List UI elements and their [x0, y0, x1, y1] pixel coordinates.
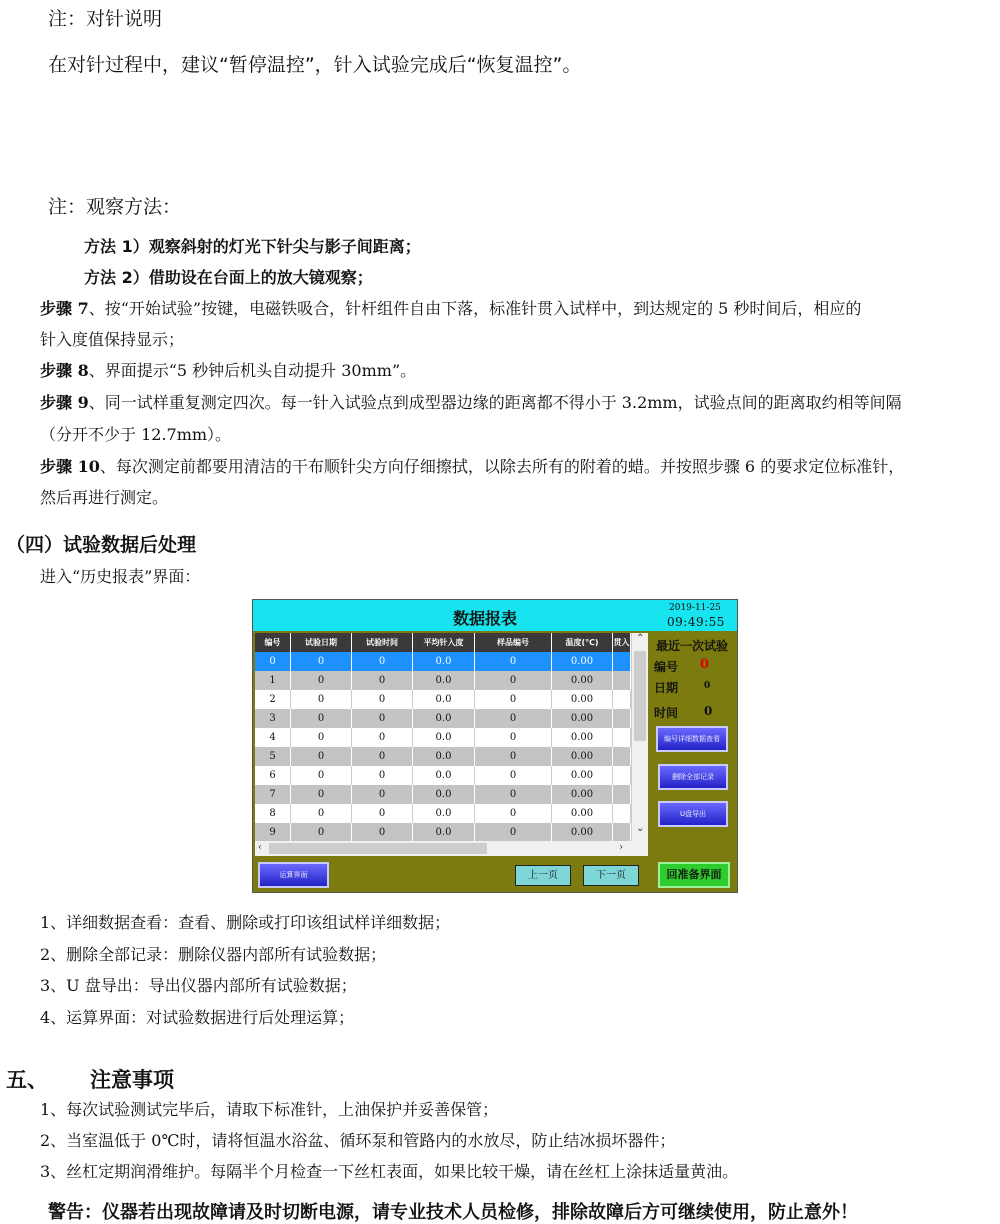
table-cell: 0.00: [552, 766, 613, 785]
table-cell: 0: [291, 652, 352, 671]
table-cell: 0: [475, 709, 552, 728]
table-cell: 0.0: [413, 709, 475, 728]
table-cell: 0.00: [552, 671, 613, 690]
step-text: 、界面提示“5 秒钟后机头自动提升 30mm”。: [88, 361, 417, 380]
warning-text: 警告：仪器若出现故障请及时切断电源，请专业技术人员检修，排除故障后方可继续使用，防止意外！: [48, 1202, 858, 1223]
next-page-button[interactable]: 下一页: [583, 865, 639, 886]
latest-date-value: 0: [704, 681, 711, 691]
column-header: 平均针入度: [413, 633, 475, 652]
column-header: 试验日期: [291, 633, 352, 652]
prev-page-button[interactable]: 上一页: [515, 865, 571, 886]
table-cell: 0: [291, 747, 352, 766]
table-cell: 0: [291, 823, 352, 841]
method-2: 方法 2）借助设在台面上的放大镜观察；: [84, 268, 373, 287]
table-cell: [613, 823, 631, 841]
scroll-down-icon[interactable]: ⌄: [636, 823, 645, 834]
table-cell: 0: [352, 804, 413, 823]
column-header: 温度(℃): [552, 633, 613, 652]
horizontal-scrollbar[interactable]: [255, 841, 648, 856]
table-cell: 0: [475, 728, 552, 747]
table-cell: 0: [475, 766, 552, 785]
column-header: 试验时间: [352, 633, 413, 652]
table-cell: [613, 766, 631, 785]
list-item: 4、运算界面：对试验数据进行后处理运算；: [40, 1007, 355, 1027]
list-item: 2、当室温低于 0℃时，请将恒温水浴盆、循环泵和管路内的水放尽，防止结冰损坏器件；: [40, 1131, 676, 1150]
table-cell: [613, 785, 631, 804]
step-label: 步骤 10: [40, 457, 100, 476]
table-cell: 8: [255, 804, 291, 823]
column-header: 编号: [255, 633, 291, 652]
column-header: 样品编号: [475, 633, 552, 652]
column-header: 贯入: [613, 633, 631, 652]
table-row[interactable]: [255, 747, 631, 766]
table-cell: 0: [352, 709, 413, 728]
table-cell: 0.0: [413, 804, 475, 823]
table-cell: 0: [291, 804, 352, 823]
detail-view-button[interactable]: 编号详细数据查看: [656, 726, 728, 752]
step-9-line-2: （分开不少于 12.7mm）。: [40, 425, 232, 444]
data-table: [255, 633, 631, 841]
table-row[interactable]: [255, 690, 631, 709]
table-cell: [613, 690, 631, 709]
table-row[interactable]: [255, 709, 631, 728]
table-cell: [613, 671, 631, 690]
table-cell: 0: [291, 690, 352, 709]
screen-time: 09:49:55: [667, 615, 725, 629]
table-cell: 0: [352, 728, 413, 747]
screen-header: [253, 600, 737, 631]
latest-time-label: 时间: [654, 706, 679, 720]
table-cell: 0: [291, 671, 352, 690]
usb-export-button[interactable]: U盘导出: [658, 801, 728, 827]
table-cell: 1: [255, 671, 291, 690]
table-cell: [613, 728, 631, 747]
scroll-thumb[interactable]: [269, 843, 487, 854]
table-cell: 0: [352, 671, 413, 690]
table-cell: 0: [475, 671, 552, 690]
table-cell: 0.0: [413, 728, 475, 747]
table-cell: 6: [255, 766, 291, 785]
latest-time-value: 0: [704, 704, 713, 718]
table-cell: 0.00: [552, 709, 613, 728]
screen-title: 数据报表: [453, 609, 518, 628]
latest-date-label: 日期: [654, 681, 679, 695]
table-row[interactable]: [255, 728, 631, 747]
back-to-prepare-button[interactable]: 回准备界面: [658, 862, 730, 888]
step-label: 步骤 9: [40, 393, 89, 412]
table-row[interactable]: [255, 671, 631, 690]
method-1: 方法 1）观察斜射的灯光下针尖与影子间距离；: [84, 237, 421, 256]
table-cell: 0: [352, 785, 413, 804]
table-cell: [613, 747, 631, 766]
table-cell: 0: [352, 652, 413, 671]
latest-num-value: 0: [700, 657, 710, 672]
table-cell: 5: [255, 747, 291, 766]
scroll-thumb[interactable]: [634, 651, 646, 741]
table-cell: 0: [291, 785, 352, 804]
table-cell: [613, 709, 631, 728]
table-cell: 0.00: [552, 804, 613, 823]
table-cell: 0: [255, 652, 291, 671]
table-cell: [613, 804, 631, 823]
table-cell: 0: [352, 823, 413, 841]
step-10-line-2: 然后再进行测定。: [40, 488, 169, 507]
screen-footer: [253, 857, 737, 893]
table-cell: 0.00: [552, 652, 613, 671]
table-row[interactable]: [255, 766, 631, 785]
vertical-scrollbar[interactable]: [631, 633, 648, 841]
table-cell: 9: [255, 823, 291, 841]
delete-all-button[interactable]: 删除全部记录: [658, 764, 728, 790]
table-cell: 3: [255, 709, 291, 728]
table-cell: 0.00: [552, 747, 613, 766]
table-cell: 0.00: [552, 728, 613, 747]
step-text: 、每次测定前都要用清洁的干布顺针尖方向仔细擦拭，以除去所有的附着的蜡。并按照步骤 6 的要求定位标准针，: [99, 457, 905, 476]
table-row[interactable]: [255, 823, 631, 841]
table-cell: 0: [352, 747, 413, 766]
latest-test-title: 最近一次试验: [656, 639, 729, 653]
note2-title: 注：观察方法：: [48, 196, 182, 218]
note1-title: 注：对针说明: [48, 8, 163, 30]
step-label: 步骤 7: [40, 299, 89, 318]
table-cell: 0: [291, 728, 352, 747]
latest-num-label: 编号: [654, 660, 679, 674]
table-cell: 0.0: [413, 652, 475, 671]
scroll-up-icon[interactable]: ⌃: [636, 633, 645, 644]
table-cell: 0.00: [552, 823, 613, 841]
scroll-right-icon[interactable]: ›: [619, 842, 623, 853]
step-7-line-2: 针入度值保持显示；: [40, 330, 185, 349]
screen-date: 2019-11-25: [669, 603, 721, 613]
table-cell: 0: [352, 766, 413, 785]
latest-test-panel: [650, 633, 736, 855]
step-9-line-1: [40, 390, 902, 413]
table-cell: 0: [475, 823, 552, 841]
table-row[interactable]: [255, 652, 631, 671]
section-4-intro: 进入“历史报表”界面：: [40, 567, 201, 586]
section-5-number: 五、: [6, 1068, 48, 1092]
list-item: 3、U 盘导出：导出仪器内部所有试验数据；: [40, 976, 357, 995]
step-text: 、同一试样重复测定四次。每一针入试验点到成型器边缘的距离都不得小于 3.2mm，试验点间的距离取约相等间隔: [88, 393, 902, 412]
table-cell: 0.00: [552, 690, 613, 709]
table-row[interactable]: [255, 785, 631, 804]
note1-body: 在对针过程中，建议“暂停温控”，针入试验完成后“恢复温控”。: [48, 54, 582, 76]
table-cell: 0: [291, 709, 352, 728]
table-cell: 0: [475, 785, 552, 804]
table-cell: 0: [475, 747, 552, 766]
step-label: 步骤 8: [40, 361, 89, 380]
table-cell: 7: [255, 785, 291, 804]
table-cell: 0: [475, 690, 552, 709]
table-cell: 0.0: [413, 823, 475, 841]
step-8-line-1: [40, 358, 416, 381]
table-cell: 0.0: [413, 747, 475, 766]
table-cell: 0.0: [413, 766, 475, 785]
section-4-title: （四）试验数据后处理: [6, 534, 197, 556]
table-cell: 0: [352, 690, 413, 709]
table-cell: 2: [255, 690, 291, 709]
report-screen: [252, 599, 738, 893]
table-cell: 0: [475, 804, 552, 823]
table-cell: 0.0: [413, 785, 475, 804]
table-cell: 0.00: [552, 785, 613, 804]
calc-screen-button[interactable]: 运算界面: [258, 862, 329, 888]
list-item: 2、删除全部记录：删除仪器内部所有试验数据；: [40, 944, 387, 964]
list-item: 1、详细数据查看：查看、删除或打印该组试样详细数据；: [40, 913, 451, 932]
table-cell: [613, 652, 631, 671]
section-5-title: 注意事项: [90, 1068, 174, 1092]
step-7-line-1: [40, 296, 861, 319]
scroll-left-icon[interactable]: ‹: [258, 842, 262, 853]
step-text: 、按“开始试验”按键，电磁铁吸合，针杆组件自由下落，标准针贯入试样中，到达规定的 5 秒时间后，相应的: [88, 299, 862, 318]
step-10-line-1: [40, 454, 904, 477]
table-header: [255, 633, 631, 652]
table-cell: 0.0: [413, 671, 475, 690]
table-cell: 4: [255, 728, 291, 747]
table-cell: 0.0: [413, 690, 475, 709]
table-row[interactable]: [255, 804, 631, 823]
list-item: 1、每次试验测试完毕后，请取下标准针，上油保护并妥善保管；: [40, 1100, 499, 1119]
table-cell: 0: [291, 766, 352, 785]
list-item: 3、丝杠定期润滑维护。每隔半个月检查一下丝杠表面，如果比较干燥，请在丝杠上涂抹适量黄油。: [40, 1162, 739, 1181]
table-cell: 0: [475, 652, 552, 671]
